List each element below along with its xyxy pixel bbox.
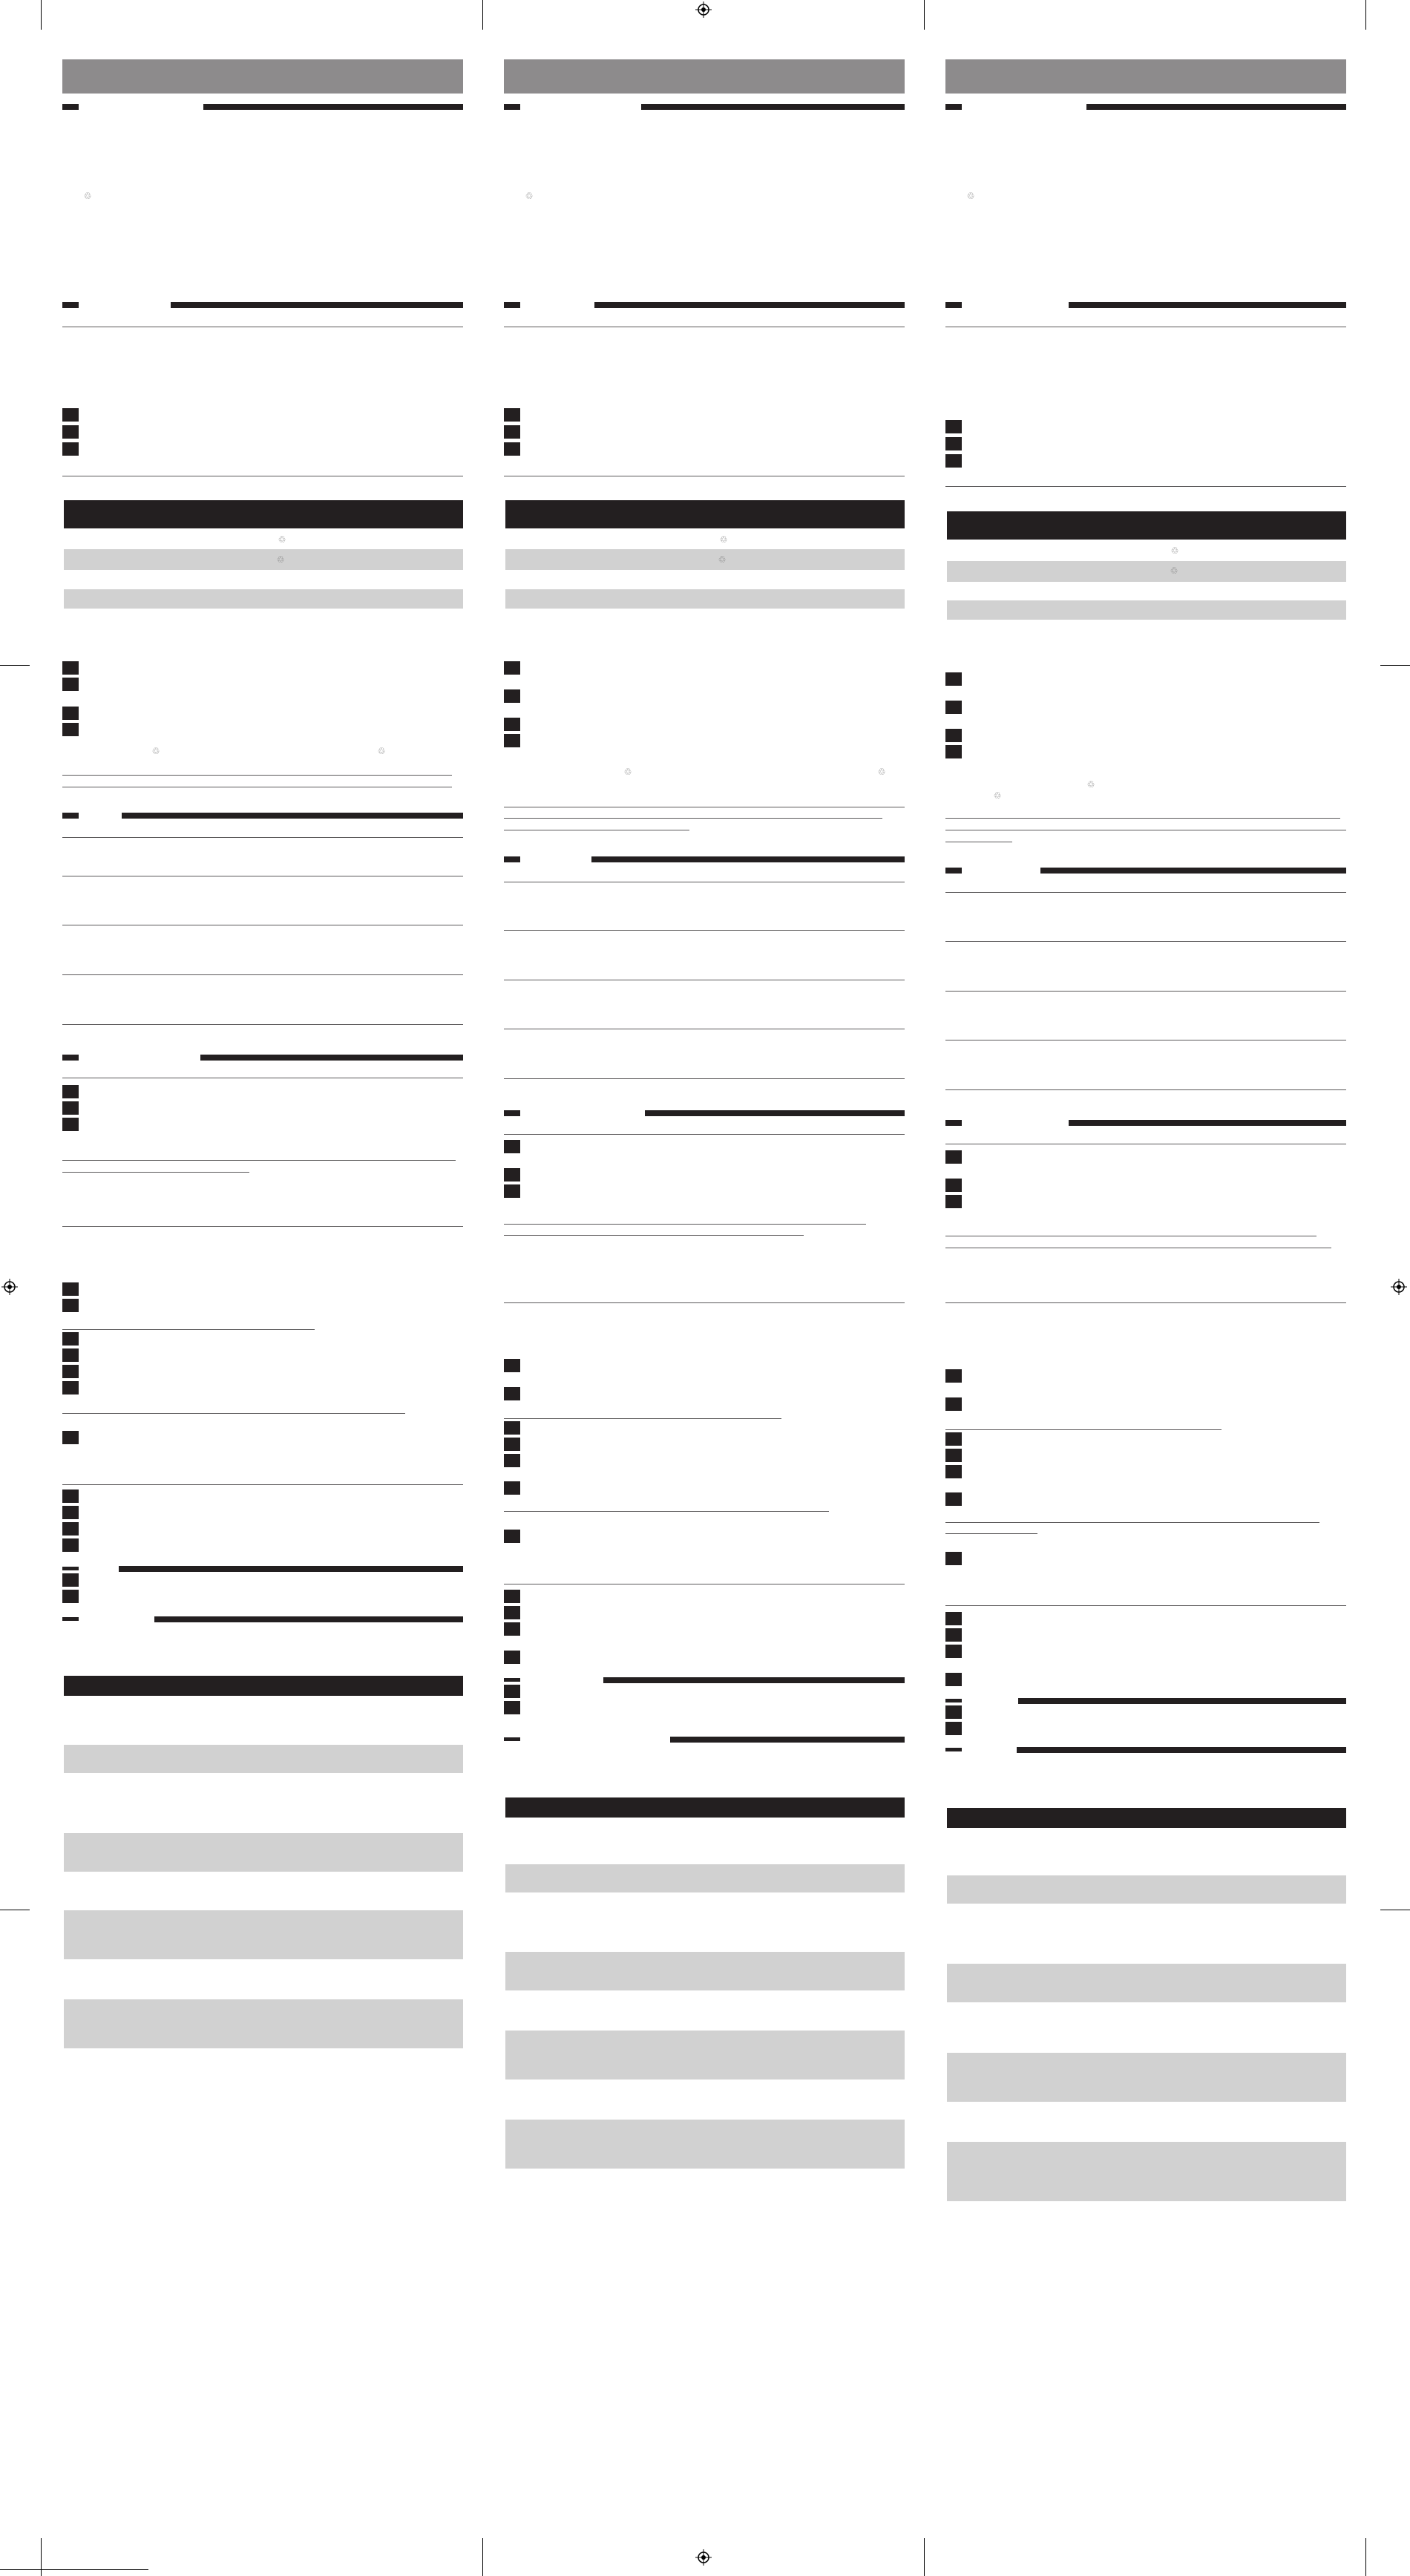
step-number-box <box>62 1506 79 1519</box>
divider <box>945 941 1346 942</box>
step-number-box <box>945 1673 962 1686</box>
step-number-box <box>62 1282 79 1296</box>
step-number-box <box>62 425 79 439</box>
subhead-marker <box>504 1110 520 1116</box>
step-number-box <box>945 1432 962 1446</box>
subhead-marker <box>504 104 520 110</box>
subhead-rule <box>1069 1120 1346 1126</box>
step-number-box <box>62 1489 79 1503</box>
step-number-box <box>62 661 79 675</box>
step-number-box <box>504 1590 520 1603</box>
step-number-box <box>504 1184 520 1198</box>
step-number-box <box>62 408 79 422</box>
table-header-bar <box>505 1797 905 1818</box>
divider <box>62 1172 249 1173</box>
table-row-shaded <box>505 2120 905 2169</box>
step-number-box <box>504 1701 520 1714</box>
step-number-box <box>945 454 962 468</box>
divider <box>504 1078 905 1079</box>
subhead-marker <box>945 1120 962 1126</box>
step-number-box <box>504 408 520 422</box>
table-row-shaded <box>64 1745 463 1773</box>
recycle-bin-icon: ♲ <box>993 790 1002 801</box>
divider <box>62 1484 463 1485</box>
divider <box>945 1605 1346 1606</box>
subhead-rule <box>1069 302 1346 308</box>
step-number-box <box>945 1179 962 1192</box>
step-number-box <box>945 1628 962 1642</box>
subhead-marker <box>504 856 520 862</box>
subhead-rule <box>591 856 905 862</box>
subhead-marker <box>504 302 520 308</box>
recycle-bin-icon: ♲ <box>377 746 386 756</box>
divider <box>504 1235 804 1236</box>
step-number-box <box>945 1492 962 1506</box>
table-row-shaded <box>505 1952 905 1990</box>
step-number-box <box>504 661 520 675</box>
crop-mark-right-mid <box>1380 665 1410 666</box>
divider <box>504 1224 866 1225</box>
subhead-rule <box>645 1110 905 1116</box>
step-number-box <box>504 1438 520 1451</box>
divider <box>504 818 882 819</box>
step-number-box <box>945 1612 962 1625</box>
step-number-box <box>945 1150 962 1164</box>
divider <box>945 1522 1319 1523</box>
step-number-box <box>504 1622 520 1636</box>
subhead-rule <box>122 813 463 819</box>
subhead-marker <box>945 868 962 874</box>
step-number-box <box>504 1685 520 1698</box>
step-number-box <box>945 729 962 742</box>
table-row-shaded <box>947 2053 1346 2102</box>
divider <box>62 974 463 975</box>
table-row-shaded <box>64 1910 463 1959</box>
step-number-box <box>62 678 79 691</box>
step-number-box <box>945 437 962 450</box>
divider <box>945 818 1340 819</box>
step-number-box <box>504 1606 520 1619</box>
table-row-shaded <box>64 1833 463 1872</box>
step-number-box <box>945 1705 962 1719</box>
step-number-box <box>504 1387 520 1400</box>
recycle-bin-icon: ♲ <box>718 554 727 565</box>
crop-mark-top-b <box>924 0 925 30</box>
column-1 <box>62 0 463 2576</box>
table-header-bar <box>947 511 1346 540</box>
step-number-box <box>504 689 520 703</box>
recycle-bin-icon: ♲ <box>1086 779 1095 790</box>
step-number-box <box>62 1332 79 1346</box>
table-row-shaded <box>947 1964 1346 2002</box>
divider <box>62 775 452 776</box>
subhead-marker <box>62 1617 79 1621</box>
step-number-box <box>504 1530 520 1543</box>
crop-mark-bottom-right <box>1365 2538 1366 2576</box>
step-number-box <box>62 707 79 720</box>
step-number-box <box>504 1168 520 1182</box>
subhead-rule <box>200 1055 463 1061</box>
step-number-box <box>62 1118 79 1131</box>
table-row-shaded <box>64 1999 463 2048</box>
step-number-box <box>62 1085 79 1098</box>
step-number-box <box>945 420 962 433</box>
recycle-bin-icon: ♲ <box>1170 545 1179 556</box>
divider <box>62 1160 456 1161</box>
crop-mark-top-right <box>1365 0 1366 30</box>
divider <box>504 1418 781 1419</box>
table-row-shaded <box>947 600 1346 620</box>
step-number-box <box>945 1397 962 1411</box>
subhead-marker <box>62 1055 79 1061</box>
subhead-marker <box>945 104 962 110</box>
table-row-shaded <box>947 1875 1346 1904</box>
subhead-marker <box>62 1567 79 1570</box>
subhead-rule <box>1086 104 1346 110</box>
crop-mark-bottom-left <box>41 2538 42 2576</box>
step-number-box <box>62 1538 79 1552</box>
step-number-box <box>945 701 962 714</box>
step-number-box <box>504 734 520 747</box>
recycle-bin-icon: ♲ <box>525 191 534 201</box>
subhead-marker <box>945 302 962 308</box>
subhead-marker <box>62 104 79 110</box>
step-number-box <box>62 1101 79 1115</box>
crop-mark-left-mid <box>0 665 30 666</box>
table-header-bar <box>64 500 463 528</box>
crop-mark-top-left <box>41 0 42 30</box>
table-header-bar <box>64 1676 463 1696</box>
table-row-shaded <box>64 589 463 609</box>
step-number-box <box>945 1369 962 1383</box>
step-number-box <box>945 1722 962 1735</box>
step-number-box <box>62 1573 79 1587</box>
crop-mark-bottom-b <box>924 2538 925 2576</box>
step-number-box <box>62 442 79 456</box>
recycle-bin-icon: ♲ <box>276 554 285 565</box>
step-number-box <box>504 1481 520 1495</box>
step-number-box <box>504 1454 520 1467</box>
crop-mark-bottom-a <box>482 2538 483 2576</box>
recycle-bin-icon: ♲ <box>278 534 286 545</box>
divider <box>945 1533 1037 1534</box>
subhead-rule <box>203 104 463 110</box>
step-number-box <box>504 1140 520 1153</box>
recycle-bin-icon: ♲ <box>1170 566 1178 576</box>
step-number-box <box>504 442 520 456</box>
recycle-bin-icon: ♲ <box>966 191 975 201</box>
subhead-marker <box>62 302 79 308</box>
step-number-box <box>504 1651 520 1664</box>
registration-crosshair-icon <box>1 1279 18 1295</box>
divider <box>62 1329 315 1330</box>
step-number-box <box>945 1465 962 1478</box>
step-number-box <box>62 1431 79 1444</box>
step-number-box <box>945 672 962 686</box>
section-header-bar <box>945 59 1346 94</box>
subhead-rule <box>603 1677 905 1683</box>
table-row-shaded <box>947 2142 1346 2201</box>
step-number-box <box>62 1381 79 1394</box>
subhead-rule <box>171 302 463 308</box>
divider <box>504 1134 905 1135</box>
step-number-box <box>945 1645 962 1658</box>
step-number-box <box>504 718 520 731</box>
step-number-box <box>945 1195 962 1208</box>
step-number-box <box>945 745 962 758</box>
registration-crosshair-icon <box>1391 1279 1407 1295</box>
column-2 <box>504 0 905 2576</box>
divider <box>504 1302 905 1303</box>
section-header-bar <box>62 59 463 94</box>
step-number-box <box>62 1299 79 1312</box>
divider <box>945 991 1346 992</box>
step-number-box <box>62 723 79 736</box>
recycle-bin-icon: ♲ <box>83 191 92 201</box>
divider <box>945 1429 1222 1430</box>
divider <box>945 1089 1346 1090</box>
step-number-box <box>62 1365 79 1378</box>
step-number-box <box>62 1348 79 1362</box>
table-row-shaded <box>947 561 1346 582</box>
subhead-rule <box>641 104 905 110</box>
step-number-box <box>504 425 520 439</box>
divider <box>62 1413 405 1414</box>
step-number-box <box>62 1590 79 1603</box>
step-number-box <box>504 1421 520 1435</box>
divider <box>62 1024 463 1025</box>
recycle-bin-icon: ♲ <box>877 767 886 777</box>
table-header-bar <box>505 500 905 528</box>
subhead-marker <box>945 1699 962 1702</box>
table-row-shaded <box>505 2031 905 2080</box>
subhead-rule <box>1018 1698 1346 1704</box>
column-3 <box>945 0 1346 2576</box>
divider <box>945 486 1346 487</box>
divider <box>945 1302 1346 1303</box>
divider <box>504 1511 829 1512</box>
step-number-box <box>945 1552 962 1565</box>
step-number-box <box>504 1359 520 1372</box>
subhead-rule <box>594 302 905 308</box>
subhead-marker <box>62 813 79 819</box>
divider <box>62 837 463 838</box>
subhead-rule <box>670 1737 905 1743</box>
section-header-bar <box>504 59 905 94</box>
table-row-shaded <box>64 549 463 570</box>
subhead-marker <box>504 1678 520 1682</box>
table-row-shaded <box>505 589 905 609</box>
crop-mark-top-a <box>482 0 483 30</box>
recycle-bin-icon: ♲ <box>151 746 160 756</box>
subhead-rule <box>1040 868 1346 874</box>
recycle-bin-icon: ♲ <box>719 534 728 545</box>
table-row-shaded <box>505 1864 905 1892</box>
divider <box>62 1226 463 1227</box>
subhead-marker <box>504 1737 520 1741</box>
table-header-bar <box>947 1808 1346 1828</box>
divider <box>945 892 1346 893</box>
table-row-shaded <box>505 549 905 570</box>
step-number-box <box>945 1449 962 1462</box>
divider <box>504 930 905 931</box>
subhead-rule <box>119 1566 463 1572</box>
subhead-rule <box>154 1616 463 1622</box>
recycle-bin-icon: ♲ <box>623 767 632 777</box>
subhead-rule <box>1017 1747 1346 1753</box>
subhead-marker <box>945 1748 962 1751</box>
step-number-box <box>62 1522 79 1536</box>
